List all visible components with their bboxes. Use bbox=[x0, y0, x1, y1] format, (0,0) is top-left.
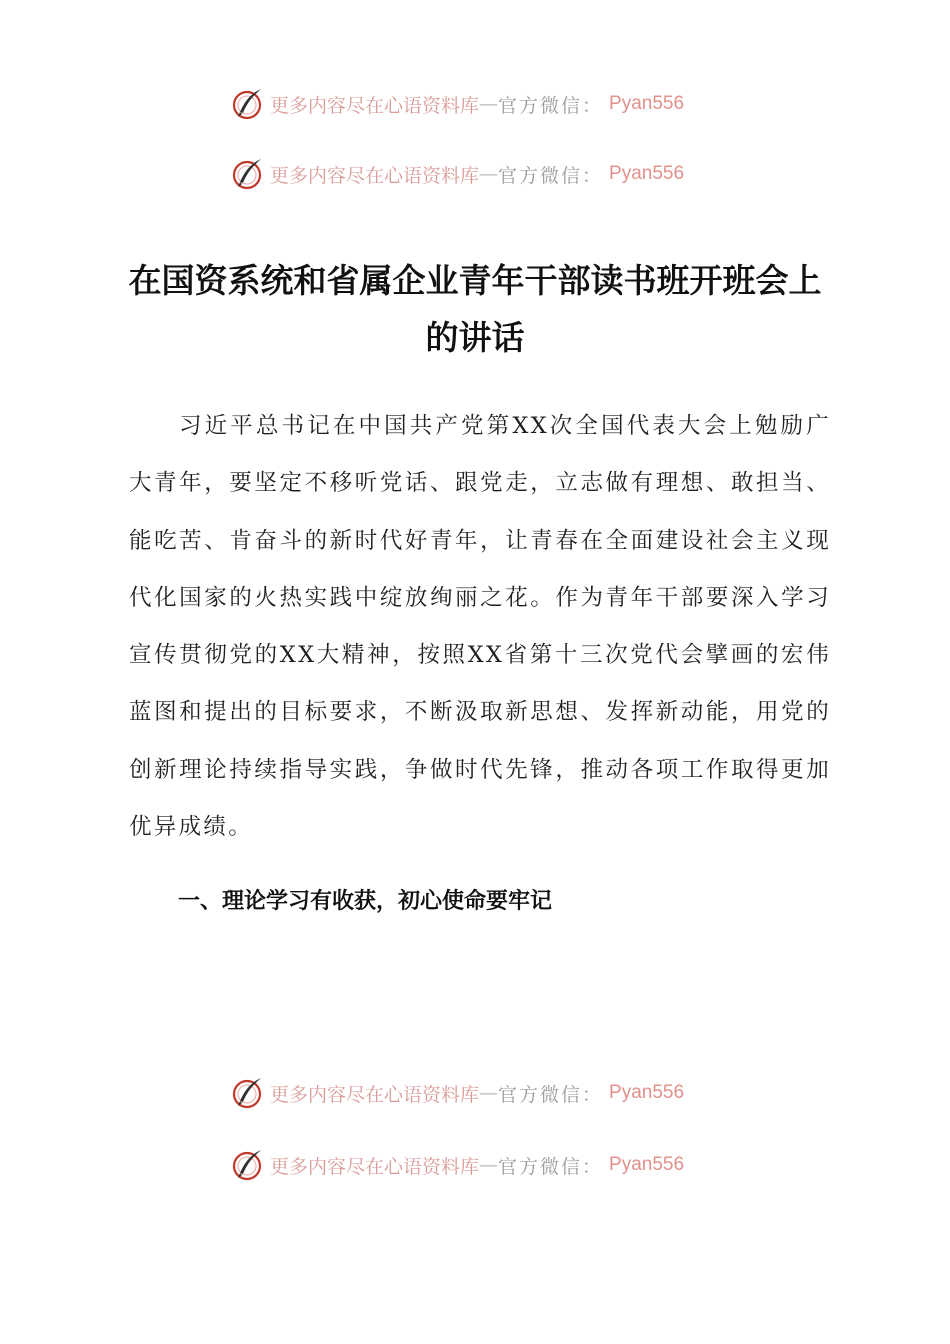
watermark-official-label: 官方微信： bbox=[498, 1155, 604, 1178]
watermark-wechat-id: Pyan556 bbox=[609, 1082, 685, 1103]
watermark-wechat-id: Pyan556 bbox=[609, 163, 685, 184]
watermark-separator: — bbox=[479, 93, 499, 115]
watermark-banner-top-1 bbox=[230, 84, 684, 124]
watermark-wechat-id: Pyan556 bbox=[609, 1154, 685, 1175]
quill-pen-logo-icon bbox=[230, 86, 266, 122]
watermark-separator: — bbox=[479, 1082, 499, 1104]
quill-pen-logo-icon bbox=[230, 156, 266, 192]
watermark-main-text: 更多内容尽在心语资料库 bbox=[270, 1083, 480, 1106]
watermark-main-text: 更多内容尽在心语资料库 bbox=[270, 94, 480, 117]
watermark-banner-top-2 bbox=[230, 154, 684, 194]
quill-pen-logo-icon bbox=[230, 1075, 266, 1111]
document-title: 在国资系统和省属企业青年干部读书班开班会上的讲话 bbox=[128, 261, 822, 357]
watermark-official-label: 官方微信： bbox=[498, 1083, 604, 1106]
watermark-separator: — bbox=[479, 163, 499, 185]
section-heading: 一、理论学习有收获，初心使命要牢记 bbox=[178, 889, 553, 914]
watermark-main-text: 更多内容尽在心语资料库 bbox=[270, 1155, 480, 1178]
watermark-banner-bottom-1 bbox=[230, 1073, 684, 1113]
quill-pen-logo-icon bbox=[230, 1147, 266, 1183]
body-paragraph: 习近平总书记在中国共产党第XX次全国代表大会上勉励广大青年，要坚定不移听党话、跟党走，立志做有理想、敢担当、能吃苦、肯奋斗的新时代好青年，让青春在全面建设社会主义现代化国家的火热实践中绽放绚丽之花。作为青年干部要深入学习宣传贯彻党的XX大精神，按照XX省第十三次党代会擘画的宏伟蓝图和提出的目标要求，不断汲取新思想、发挥新动能，用党的创新理论持续指导实践，争做时代先锋，推动各项工作取得更加优异成绩。 bbox=[129, 413, 831, 841]
watermark-main-text: 更多内容尽在心语资料库 bbox=[270, 164, 480, 187]
watermark-wechat-id: Pyan556 bbox=[609, 93, 685, 114]
watermark-separator: — bbox=[479, 1154, 499, 1176]
watermark-official-label: 官方微信： bbox=[498, 164, 604, 187]
watermark-official-label: 官方微信： bbox=[498, 94, 604, 117]
watermark-banner-bottom-2 bbox=[230, 1145, 684, 1185]
